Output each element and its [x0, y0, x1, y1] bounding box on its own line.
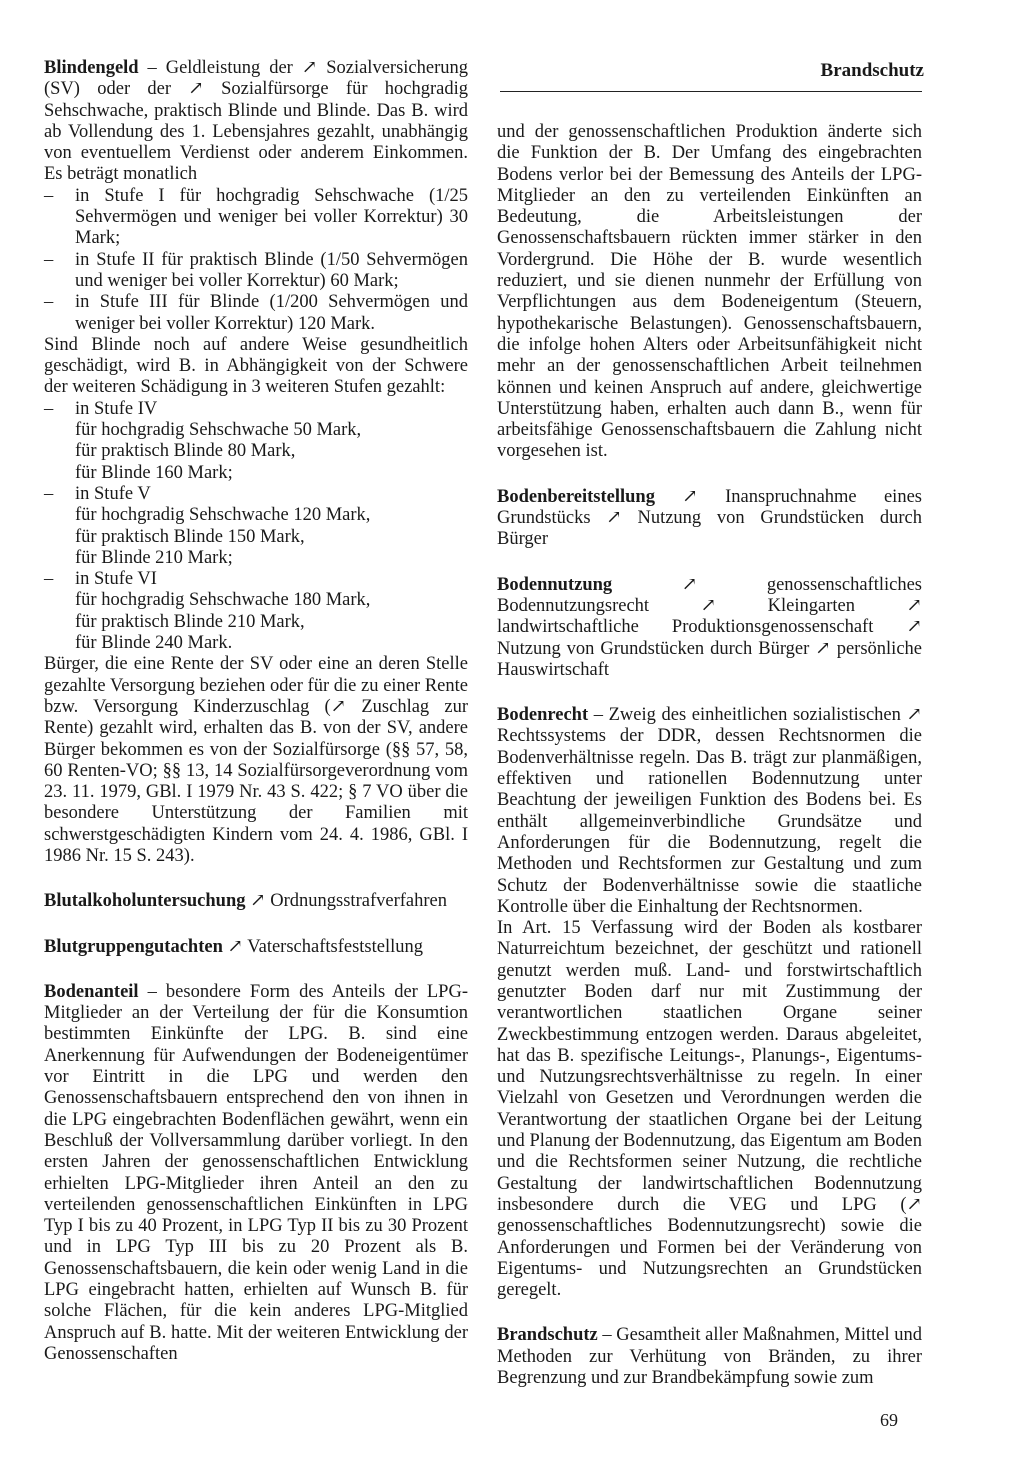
stufe-line: für praktisch Blinde 80 Mark, — [75, 441, 296, 462]
stufe-line: für Blinde 240 Mark. — [75, 633, 233, 654]
entry-text: – Gesamtheit aller Maßnahmen, Mittel und Methoden zur Verhütung von Bränden, zu ihrer Begrenzung und zur Brandbekämpfung sowie zum — [497, 1325, 922, 1389]
stufe-line: für hochgradig Sehschwache 180 Mark, — [75, 590, 371, 611]
entry-term: Blutgruppengutachten — [44, 936, 223, 957]
entry-paragraph — [497, 575, 922, 681]
entry-term: Brandschutz — [497, 1325, 598, 1346]
entry-paragraph: und der genossenschaftlichen Produktion änderte sich die Funktion der B. Der Umfang des eingebrachten Bodens verlor bei der Bemessung des Anteils der LPG-Mitglieder an den zu verteilenden Einkünften an Bedeutung, die Arbeitsleistungen der Genossenschaftsbauern rückten immer stärker in den Vordergrund. Die Höhe der B. wurde wesentlich reduziert, und sie dienen nunmehr der Erfüllung von Verpflichtungen aus dem Bodeneigentum (Steuern, hypothekarische Belastungen). Genossenschaftsbauern, die infolge hohen Alters oder Arbeitsunfähigkeit nicht mehr an der genossenschaftlichen Arbeit teilnehmen können und keinen Anspruch auf andere, gleichwertige Unterstützung haben, erhalten auch dann B., wenn für arbeitsfähige Genossenschaftsbauern die Zahlung nicht vorgesehen ist. — [497, 122, 922, 462]
list-item: – in Stufe I für hochgradig Sehschwache (1/25 Sehvermögen und weniger bei voller Korrektur) 30 Mark; — [44, 185, 468, 249]
stufen-list — [44, 186, 468, 335]
entry-term: Bodenrecht — [497, 705, 589, 726]
entry-text: ↗ genossenschaftliches Bodennutzungsrecht ↗ Kleingarten ↗ landwirtschaftliche Produktionsgenossenschaft ↗ Nutzung von Grundstücken durch Bürger ↗ persönliche Hauswirtschaft — [497, 574, 922, 680]
entry-term: Blindengeld — [44, 58, 139, 78]
entry-term: Bodenbereitstellung — [497, 486, 655, 507]
entry-paragraph — [44, 937, 468, 958]
stufe-label: in Stufe IV — [75, 398, 158, 419]
list-item: – in Stufe II für praktisch Blinde (1/50 Sehvermögen und weniger bei voller Korrektur) 60 Mark; — [44, 249, 468, 291]
list-item-text: in Stufe I für hochgradig Sehschwache (1/25 Sehvermögen und weniger bei voller Korrektur) 30 Mark; — [75, 185, 468, 249]
entry-paragraph — [497, 705, 922, 918]
entry-bodenrecht — [497, 705, 922, 1301]
header-rule — [500, 91, 922, 92]
stufe-line: für praktisch Blinde 210 Mark, — [75, 611, 305, 632]
entry-bodenanteil — [44, 982, 468, 1365]
running-header: Brandschutz — [820, 60, 924, 81]
entry-paragraph — [44, 891, 468, 912]
entry-term: Blutalkoholuntersuchung — [44, 891, 246, 912]
entry-bodenanteil-continued — [497, 122, 922, 463]
list-item-text: in Stufe III für Blinde (1/200 Sehvermögen und weniger bei voller Korrektur) 120 Mark. — [75, 292, 468, 334]
stufe-line: für hochgradig Sehschwache 120 Mark, — [75, 505, 371, 526]
page-number: 69 — [880, 1410, 898, 1430]
entry-text: ↗ Inanspruchnahme eines Grundstücks ↗ Nutzung von Grundstücken durch Bürger — [497, 486, 922, 550]
entry-term: Bodenanteil — [44, 981, 139, 1002]
list-item-text: in Stufe II für praktisch Blinde (1/50 Sehvermögen und weniger bei voller Korrektur) 60 Mark; — [75, 249, 468, 291]
list-item: – in Stufe III für Blinde (1/200 Sehvermögen und weniger bei voller Korrektur) 120 Mark. — [44, 292, 468, 334]
entry-bodenbereitstellung — [497, 487, 922, 551]
entry-blutalkoholuntersuchung — [44, 891, 468, 912]
weitere-stufen-list — [44, 399, 468, 655]
entry-text: – besondere Form des Anteils der LPG-Mitglieder an der Verteilung der für die Konsumtion bestimmten Einkünfte der LPG. B. sind eine Anerkennung für Aufwendungen der Bodeneigentümer vor Eintritt in die LPG und werden den Genossenschaftsbauern entsprechend den von ihnen in die LPG eingebrachten Bodenflächen gewährt, wenn ein Beschluß der Vollversammlung darüber vorliegt. In den ersten Jahren der genossenschaftlichen Entwicklung erhielten LPG-Mitglieder ihren Anteil an den zu verteilenden genossenschaftlichen Einkünften in LPG Typ I bis zu 40 Prozent, in LPG Typ II bis zu 30 Prozent und in LPG Typ III bis zu 20 Prozent als B. Genossenschaftsbauern, die kein oder wenig Land in die LPG eingebracht hatten, erhielten auf Wunsch B. für solche Flächen, für die kein anderes LPG-Mitglied Anspruch auf B. hatte. Mit der weiteren Entwicklung der Genossenschaften — [44, 981, 468, 1364]
stufe-line: für praktisch Blinde 150 Mark, — [75, 526, 305, 547]
list-item: – in Stufe IV für hochgradig Sehschwache 50 Mark, für praktisch Blinde 80 Mark, für Blinde 160 Mark; — [44, 399, 468, 484]
list-item: – in Stufe V für hochgradig Sehschwache 120 Mark, für praktisch Blinde 150 Mark, für Blinde 210 Mark; — [44, 484, 468, 569]
left-column — [44, 58, 468, 1389]
entry-paragraph: Bürger, die eine Rente der SV oder eine an deren Stelle gezahlte Versorgung beziehen oder für die zu einer Rente bzw. Versorgung Kinderzuschlag (↗ Zuschlag zur Rente) gezahlt wird, erhalten das B. von der SV, andere Bürger bekommen es von der Sozialfürsorge (§§ 57, 58, 60 Renten-VO; §§ 13, 14 Sozialfürsorgeverordnung vom 23. 11. 1979, GBl. I 1979 Nr. 43 S. 422; § 7 VO über die besondere Unterstützung der Familien mit schwerstgeschädigten Kindern vom 24. 4. 1986, GBl. I 1986 Nr. 15 S. 243). — [44, 654, 468, 866]
entry-paragraph — [497, 1325, 922, 1389]
stufe-label: in Stufe V — [75, 483, 151, 504]
entry-term: Bodennutzung — [497, 574, 613, 595]
entry-text: ↗ Ordnungsstrafverfahren — [245, 891, 447, 912]
entry-blindengeld — [44, 58, 468, 867]
entry-bodennutzung — [497, 575, 922, 681]
entry-paragraph: In Art. 15 Verfassung wird der Boden als kostbarer Naturreichtum bezeichnet, der geschützt und rationell genutzt werden muß. Land- und forstwirtschaftlich genutzter Boden darf nur mit Zustimmung der verantwortlichen staatlichen Organe seiner Zweckbestimmung entzogen werden. Daraus abgeleitet, hat das B. spezifische Leitungs-, Planungs-, Eigentums- und Nutzungsrechtsverhältnisse zu regeln. In einer Vielzahl von Gesetzen und Verordnungen werden die Verantwortung der staatlichen Organe bei der Leitung und Planung der Bodennutzung, das Eigentum am Boden und die Rechtsformen seiner Nutzung, die rechtliche Gestaltung der landwirtschaftlichen Bodennutzung insbesondere durch die VEG und LPG (↗ genossenschaftliches Bodennutzungsrecht) sowie die Anforderungen und Formen bei der Veränderung von Eigentums- und Nutzungsrechten an Grundstücken geregelt. — [497, 918, 922, 1301]
stufe-line: für hochgradig Sehschwache 50 Mark, — [75, 420, 362, 441]
entry-paragraph: Sind Blinde noch auf andere Weise gesundheitlich geschädigt, wird B. in Abhängigkeit von der Schwere der weiteren Schädigung in 3 weiteren Stufen gezahlt: — [44, 334, 468, 398]
entry-text: ↗ Vaterschaftsfeststellung — [222, 936, 423, 957]
entry-text: – Zweig des einheitlichen sozialistischen ↗ Rechtssystems der DDR, dessen Rechtsnormen die Bodenverhältnisse regeln. Das B. trägt zur planmäßigen, effektiven und rationellen Bodennutzung unter Beachtung der jeweiligen Funktion des Bodens bei. Es enthält allgemeinverbindliche Grundsätze und Anforderungen für die Bodennutzung, regelt die Methoden und Rechtsformen zur Gestaltung und zum Schutz der Bodenverhältnisse sowie die staatliche Kontrolle über die Einhaltung der Rechtsnormen. — [497, 705, 922, 917]
entry-blutgruppengutachten — [44, 937, 468, 958]
entry-paragraph — [44, 982, 468, 1365]
entry-paragraph — [497, 487, 922, 551]
entry-paragraph — [44, 58, 468, 186]
stufe-line: für Blinde 160 Mark; — [75, 462, 233, 483]
right-column — [497, 122, 922, 1413]
stufe-line: für Blinde 210 Mark; — [75, 547, 233, 568]
entry-brandschutz — [497, 1325, 922, 1389]
list-item: – in Stufe VI für hochgradig Sehschwache 180 Mark, für praktisch Blinde 210 Mark, für Blinde 240 Mark. — [44, 569, 468, 654]
entry-text: – Geldleistung der ↗ Sozialversicherung (SV) oder der ↗ Sozialfürsorge für hochgradig Sehschwache, praktisch Blinde und Blinde. Das B. wird ab Vollendung des 1. Lebensjahres gezahlt, unabhängig von eventuellem Verdienst oder anderem Einkommen. Es beträgt monatlich — [44, 58, 468, 185]
stufe-label: in Stufe VI — [75, 569, 157, 590]
